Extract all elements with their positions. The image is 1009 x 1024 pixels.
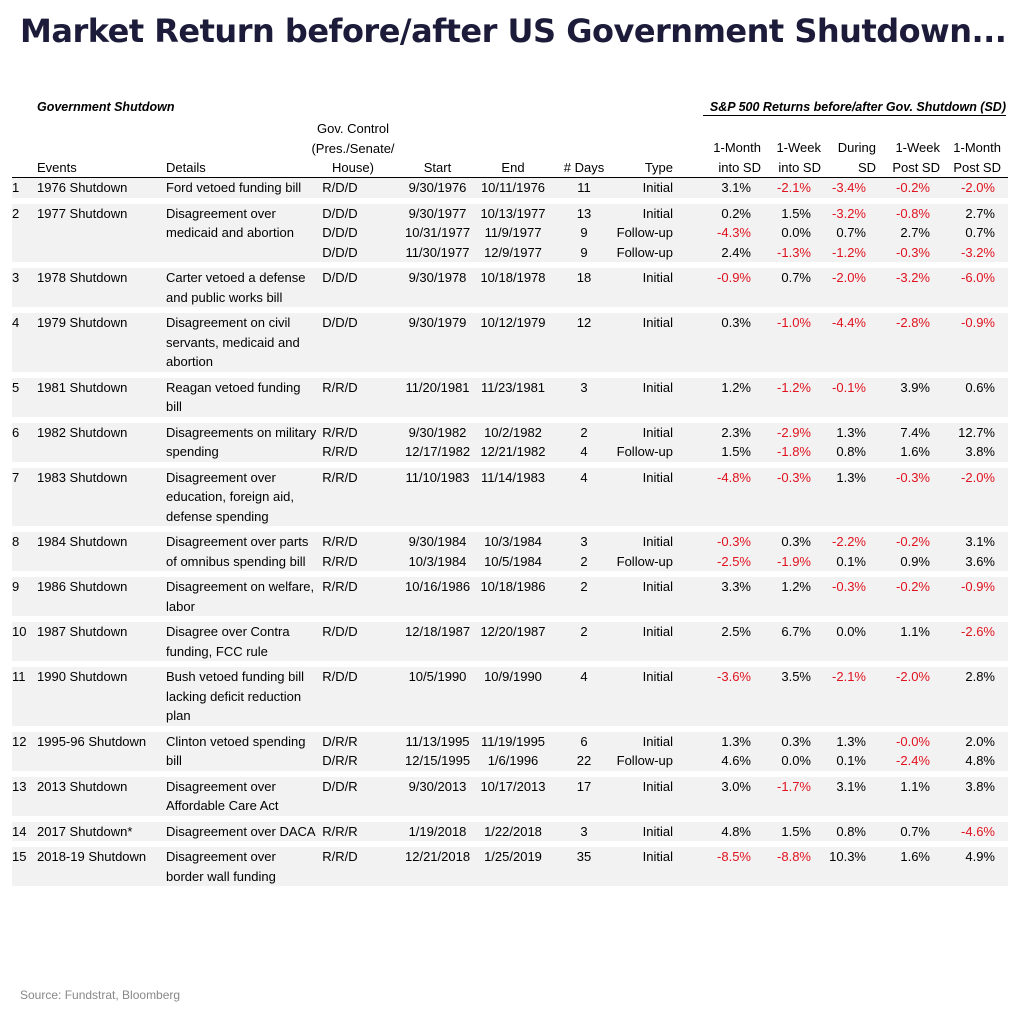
cell-days: 2 [580, 624, 588, 639]
event-details: Reagan vetoed funding [166, 379, 301, 395]
cell-m-into: 0.3% [721, 315, 751, 330]
cell-end: 10/2/1982 [484, 424, 542, 440]
cell-end: 10/3/1984 [484, 534, 542, 549]
cell-days: 2 [580, 553, 588, 569]
cell-during: -3.2% [832, 205, 866, 221]
cell-m-post: 4.8% [965, 753, 995, 768]
event-name: 1984 Shutdown [37, 534, 128, 549]
cell-end: 12/21/1982 [480, 444, 546, 459]
cell-days: 12 [576, 315, 592, 330]
event-details: lacking deficit reduction [166, 688, 302, 704]
cell-w-into: -1.2% [777, 379, 811, 395]
table-row [12, 313, 1008, 372]
cell-control: D/D/D [322, 270, 358, 285]
event-name: 1995-96 Shutdown [37, 733, 147, 749]
cell-m-into: 3.1% [721, 180, 751, 195]
table-row [12, 622, 1008, 661]
cell-control: D/R/R [322, 753, 358, 768]
cell-type: Initial [642, 849, 673, 864]
cell-w-into: 6.7% [781, 624, 811, 639]
cell-m-into: 3.0% [721, 778, 751, 794]
cell-m-post: -4.6% [961, 823, 995, 839]
cell-days: 4 [580, 469, 588, 485]
cell-control: D/D/D [322, 205, 358, 221]
event-details: border wall funding [166, 868, 276, 884]
event-details: Bush vetoed funding bill [166, 669, 305, 684]
cell-w-post: -2.8% [896, 315, 930, 330]
cell-control: R/D/D [322, 669, 358, 684]
event-details: and public works bill [166, 289, 283, 305]
cell-end: 10/9/1990 [484, 669, 542, 684]
header-days: # Days [563, 160, 605, 175]
cell-control: R/R/D [322, 534, 358, 549]
cell-m-into: -8.5% [717, 849, 751, 864]
cell-m-into: -4.8% [717, 469, 751, 485]
cell-w-into: 1.2% [781, 579, 811, 594]
cell-w-post: 1.1% [900, 624, 930, 639]
cell-type: Initial [642, 669, 673, 684]
cell-control: R/R/D [322, 444, 358, 459]
cell-m-post: -0.9% [961, 579, 995, 594]
cell-m-post: 3.8% [965, 444, 995, 459]
row-number: 12 [12, 733, 27, 749]
cell-w-into: 1.5% [781, 823, 811, 839]
cell-type: Initial [642, 579, 673, 594]
cell-control: R/D/D [322, 180, 358, 195]
cell-days: 9 [580, 244, 588, 260]
cell-type: Initial [642, 180, 673, 195]
cell-end: 12/20/1987 [480, 624, 546, 639]
cell-days: 3 [580, 534, 588, 549]
table-row [12, 423, 1008, 462]
cell-during: 0.7% [836, 225, 866, 240]
header-details: Details [166, 160, 206, 175]
cell-w-post: -0.0% [896, 733, 930, 749]
cell-control: D/D/D [322, 315, 358, 330]
cell-m-post: 2.8% [965, 669, 995, 684]
cell-start: 11/20/1981 [405, 379, 470, 395]
cell-start: 10/5/1990 [408, 669, 467, 684]
cell-w-post: 1.6% [900, 849, 930, 864]
cell-type: Initial [642, 315, 673, 330]
source-note: Source: Fundstrat, Bloomberg [20, 988, 181, 1002]
cell-m-into: 1.3% [721, 733, 751, 749]
cell-end: 10/18/1978 [480, 270, 546, 285]
cell-w-post: 1.1% [900, 778, 930, 794]
cell-w-post: 3.9% [900, 379, 930, 395]
event-details: bill [166, 399, 182, 414]
table-row [12, 577, 1008, 616]
cell-start: 11/30/1977 [405, 244, 470, 260]
cell-during: -3.4% [832, 180, 866, 195]
cell-m-into: 4.8% [721, 823, 751, 839]
cell-w-into: 0.7% [781, 270, 811, 285]
cell-days: 13 [576, 205, 592, 221]
cell-m-post: -2.0% [961, 469, 995, 485]
cell-w-post: -2.0% [896, 669, 930, 684]
cell-w-post: -0.2% [896, 579, 930, 594]
event-details: Disagreement on civil [166, 315, 291, 330]
event-details: Disagree over Contra [166, 624, 290, 639]
event-details: Disagreement over parts [166, 534, 309, 549]
event-name: 1977 Shutdown [37, 205, 128, 221]
cell-start: 12/21/2018 [405, 849, 471, 864]
row-number: 13 [12, 778, 27, 794]
event-details: funding, FCC rule [166, 643, 268, 659]
table-row [12, 268, 1008, 307]
table-row [12, 667, 1008, 726]
cell-w-into: 0.3% [781, 733, 811, 749]
cell-days: 11 [577, 180, 591, 195]
cell-m-into: -4.3% [717, 225, 751, 240]
event-details: medicaid and abortion [166, 225, 294, 240]
cell-m-post: -6.0% [961, 270, 995, 285]
cell-days: 22 [576, 753, 592, 768]
row-number: 5 [12, 379, 20, 395]
cell-type: Initial [642, 733, 673, 749]
cell-m-into: 1.5% [721, 444, 751, 459]
cell-during: 0.8% [836, 444, 866, 459]
cell-control: R/R/R [322, 823, 358, 839]
cell-w-into: -2.9% [777, 424, 811, 440]
cell-end: 10/17/2013 [480, 778, 546, 794]
cell-type: Follow-up [616, 444, 673, 459]
cell-m-post: -2.6% [961, 624, 995, 639]
cell-end: 11/9/1977 [484, 225, 542, 240]
cell-control: R/R/D [322, 469, 358, 485]
cell-days: 3 [580, 823, 588, 839]
event-details: Carter vetoed a defense [166, 270, 306, 285]
cell-m-post: 12.7% [958, 424, 995, 440]
cell-end: 1/6/1996 [487, 753, 539, 768]
event-details: spending [166, 444, 219, 459]
event-details: Disagreement over [166, 205, 276, 221]
cell-m-post: 2.0% [965, 733, 995, 749]
header-1m-into: 1-Month into SD [713, 140, 761, 175]
cell-during: 1.3% [836, 733, 866, 749]
event-name: 2017 Shutdown* [37, 823, 133, 839]
cell-w-into: 3.5% [781, 669, 811, 684]
cell-start: 10/3/1984 [408, 553, 467, 569]
cell-control: R/R/D [322, 424, 358, 440]
cell-days: 9 [580, 225, 588, 240]
cell-start: 12/15/1995 [405, 753, 471, 768]
cell-m-into: -0.3% [717, 534, 751, 549]
cell-m-post: 0.6% [965, 379, 995, 395]
cell-type: Initial [642, 270, 673, 285]
event-details: Disagreement over [166, 469, 276, 485]
cell-type: Initial [642, 778, 673, 794]
cell-m-post: -2.0% [961, 180, 995, 195]
cell-w-post: 0.9% [900, 553, 930, 569]
cell-control: R/R/D [322, 579, 358, 594]
cell-during: 0.8% [836, 823, 866, 839]
cell-m-post: 3.8% [965, 778, 995, 794]
cell-w-into: 0.0% [781, 753, 811, 768]
cell-during: 10.3% [829, 849, 866, 864]
row-number: 7 [12, 469, 20, 485]
event-name: 1979 Shutdown [37, 315, 128, 330]
event-name: 1976 Shutdown [37, 180, 128, 195]
cell-w-post: 0.7% [900, 823, 930, 839]
cell-end: 10/5/1984 [484, 553, 542, 569]
cell-m-into: 0.2% [721, 205, 751, 221]
cell-control: D/D/R [322, 778, 358, 794]
cell-w-post: 7.4% [900, 424, 930, 440]
cell-end: 10/13/1977 [480, 205, 546, 221]
cell-start: 1/19/2018 [408, 823, 467, 839]
cell-control: D/D/D [322, 244, 358, 260]
cell-during: 0.1% [836, 553, 866, 569]
cell-m-post: 2.7% [965, 205, 995, 221]
cell-m-post: 4.9% [965, 849, 995, 864]
cell-m-post: -3.2% [961, 244, 995, 260]
cell-end: 10/18/1986 [480, 579, 546, 594]
cell-m-post: -0.9% [961, 315, 995, 330]
cell-during: -1.2% [832, 244, 866, 260]
cell-start: 9/30/1977 [408, 205, 467, 221]
cell-end: 12/9/1977 [484, 244, 542, 260]
cell-w-into: -1.3% [777, 244, 811, 260]
row-number: 9 [12, 579, 20, 594]
cell-m-into: 2.4% [721, 244, 751, 260]
header-1m-post: 1-Month Post SD [953, 140, 1001, 175]
event-details: Disagreement over [166, 849, 276, 864]
cell-w-into: 1.5% [781, 205, 811, 221]
cell-days: 35 [576, 849, 592, 864]
cell-w-post: -3.2% [896, 270, 930, 285]
event-details: Affordable Care Act [166, 798, 279, 813]
cell-w-into: -1.7% [777, 778, 811, 794]
cell-end: 10/12/1979 [480, 315, 546, 330]
row-number: 2 [12, 205, 20, 221]
cell-start: 12/18/1987 [405, 624, 471, 639]
event-name: 1990 Shutdown [37, 669, 128, 684]
cell-start: 9/30/2013 [408, 778, 467, 794]
cell-days: 3 [580, 379, 588, 395]
event-details: Disagreements on military [166, 424, 317, 440]
cell-days: 2 [580, 579, 588, 594]
event-name: 1982 Shutdown [37, 424, 128, 440]
cell-during: 0.1% [836, 753, 866, 768]
cell-end: 11/23/1981 [480, 379, 546, 395]
event-details: Disagreement on welfare, [166, 579, 315, 594]
cell-w-into: 0.0% [781, 225, 811, 240]
cell-m-into: -3.6% [717, 669, 751, 684]
cell-days: 17 [576, 778, 592, 794]
cell-control: R/D/D [322, 624, 358, 639]
cell-w-post: -0.2% [896, 534, 930, 549]
cell-w-into: -1.8% [777, 444, 811, 459]
cell-m-post: 3.6% [965, 553, 995, 569]
event-name: 2018-19 Shutdown [37, 849, 147, 864]
row-number: 6 [12, 424, 20, 440]
cell-m-into: 4.6% [721, 753, 751, 768]
cell-during: -0.3% [832, 579, 866, 594]
cell-w-post: -0.3% [896, 244, 930, 260]
row-number: 11 [12, 669, 26, 684]
cell-end: 1/25/2019 [484, 849, 542, 864]
table-row [12, 468, 1008, 527]
cell-type: Follow-up [616, 244, 673, 260]
cell-m-into: -0.9% [717, 270, 751, 285]
table-row [12, 378, 1008, 417]
cell-days: 4 [580, 669, 588, 684]
cell-during: -2.0% [832, 270, 866, 285]
cell-type: Initial [642, 424, 673, 440]
cell-m-into: -2.5% [717, 553, 751, 569]
event-details: Ford vetoed funding bill [166, 180, 302, 195]
event-details: bill [166, 753, 182, 768]
cell-days: 4 [580, 444, 588, 459]
cell-start: 11/13/1995 [405, 733, 470, 749]
cell-start: 10/16/1986 [405, 579, 471, 594]
cell-control: R/R/D [322, 379, 358, 395]
row-number: 8 [12, 534, 20, 549]
event-name: 1981 Shutdown [37, 379, 128, 395]
cell-w-into: -1.0% [777, 315, 811, 330]
cell-type: Initial [642, 624, 673, 639]
cell-type: Follow-up [616, 553, 673, 569]
header-1w-into: 1-Week into SD [776, 140, 821, 175]
event-details: labor [166, 598, 195, 614]
cell-m-post: 3.1% [965, 534, 995, 549]
cell-w-post: -0.3% [896, 469, 930, 485]
cell-w-post: -0.8% [896, 205, 930, 221]
cell-w-post: 1.6% [900, 444, 930, 459]
cell-start: 9/30/1978 [408, 270, 467, 285]
cell-days: 2 [580, 424, 588, 440]
cell-start: 9/30/1976 [408, 180, 467, 195]
cell-during: 1.3% [836, 424, 866, 440]
cell-start: 10/31/1977 [405, 225, 471, 240]
header-during: During SD [837, 140, 876, 175]
cell-type: Initial [642, 534, 673, 549]
cell-w-into: -0.3% [777, 469, 811, 485]
event-details: Disagreement over DACA [166, 823, 316, 839]
section-label-sp500-returns: S&P 500 Returns before/after Gov. Shutdown (SD) [703, 100, 1006, 116]
cell-during: -2.2% [832, 534, 866, 549]
cell-type: Initial [642, 205, 673, 221]
table-row [12, 532, 1008, 571]
cell-w-into: -2.1% [777, 180, 811, 195]
cell-control: R/R/D [322, 849, 358, 864]
cell-during: 0.0% [836, 624, 866, 639]
table-row [12, 204, 1008, 263]
cell-during: 3.1% [836, 778, 866, 794]
table-row [12, 732, 1008, 771]
row-number: 10 [12, 624, 27, 639]
row-number: 14 [12, 823, 27, 839]
header-1w-post: 1-Week Post SD [892, 140, 940, 175]
event-details: servants, medicaid and [166, 334, 300, 350]
header-end: End [501, 160, 525, 175]
cell-w-into: 0.3% [781, 534, 811, 549]
row-number: 3 [12, 270, 20, 285]
event-name: 1978 Shutdown [37, 270, 128, 285]
cell-m-into: 2.3% [721, 424, 751, 440]
cell-type: Initial [642, 469, 673, 485]
cell-days: 6 [580, 733, 588, 749]
event-name: 1987 Shutdown [37, 624, 128, 639]
cell-end: 10/11/1976 [480, 180, 546, 195]
cell-control: R/R/D [322, 553, 358, 569]
cell-start: 9/30/1982 [408, 424, 467, 440]
shutdown-table [12, 178, 1008, 892]
cell-end: 11/19/1995 [480, 733, 546, 749]
header-type: Type [644, 160, 673, 175]
page-title: Market Return before/after US Government Shutdown... [20, 12, 1007, 50]
cell-during: -2.1% [832, 669, 866, 684]
cell-w-into: -1.9% [777, 553, 811, 569]
cell-w-into: -8.8% [777, 849, 811, 864]
event-details: education, foreign aid, [166, 489, 294, 504]
cell-m-into: 3.3% [721, 579, 751, 594]
cell-m-into: 1.2% [721, 379, 751, 395]
row-number: 4 [12, 315, 20, 330]
cell-m-into: 2.5% [721, 624, 751, 639]
cell-during: 1.3% [836, 469, 866, 485]
row-number: 15 [12, 849, 27, 864]
event-details: of omnibus spending bill [166, 553, 306, 569]
cell-type: Initial [642, 823, 673, 839]
cell-start: 9/30/1979 [408, 315, 467, 330]
cell-days: 18 [576, 270, 592, 285]
cell-w-post: 2.7% [900, 225, 930, 240]
section-label-government-shutdown: Government Shutdown [37, 100, 175, 114]
header-start: Start [423, 160, 452, 175]
header-events: Events [37, 160, 77, 175]
table-row [12, 777, 1008, 816]
cell-m-post: 0.7% [965, 225, 995, 240]
row-number: 1 [12, 180, 20, 195]
cell-type: Initial [642, 379, 673, 395]
event-details: Disagreement over [166, 778, 276, 794]
cell-type: Follow-up [616, 225, 673, 240]
cell-end: 11/14/1983 [480, 469, 546, 485]
cell-start: 11/10/1983 [405, 469, 470, 485]
cell-start: 9/30/1984 [408, 534, 467, 549]
event-details: plan [166, 708, 191, 723]
event-name: 2013 Shutdown [37, 778, 128, 794]
cell-start: 12/17/1982 [405, 444, 471, 459]
cell-control: D/R/R [322, 733, 358, 749]
cell-during: -4.4% [832, 315, 866, 330]
event-details: defense spending [166, 508, 269, 524]
table-row [12, 822, 1008, 842]
event-details: Clinton vetoed spending [166, 733, 306, 749]
header-gov-control: Gov. Control (Pres./Senate/ House) [311, 121, 395, 175]
cell-control: D/D/D [322, 225, 358, 240]
table-row [12, 178, 1008, 198]
cell-during: -0.1% [832, 379, 866, 395]
table-row [12, 847, 1008, 886]
cell-end: 1/22/2018 [484, 823, 542, 839]
cell-w-post: -0.2% [896, 180, 930, 195]
event-details: abortion [166, 354, 213, 369]
cell-w-post: -2.4% [896, 753, 930, 768]
cell-type: Follow-up [616, 753, 673, 768]
event-name: 1986 Shutdown [37, 579, 128, 594]
event-name: 1983 Shutdown [37, 469, 128, 485]
